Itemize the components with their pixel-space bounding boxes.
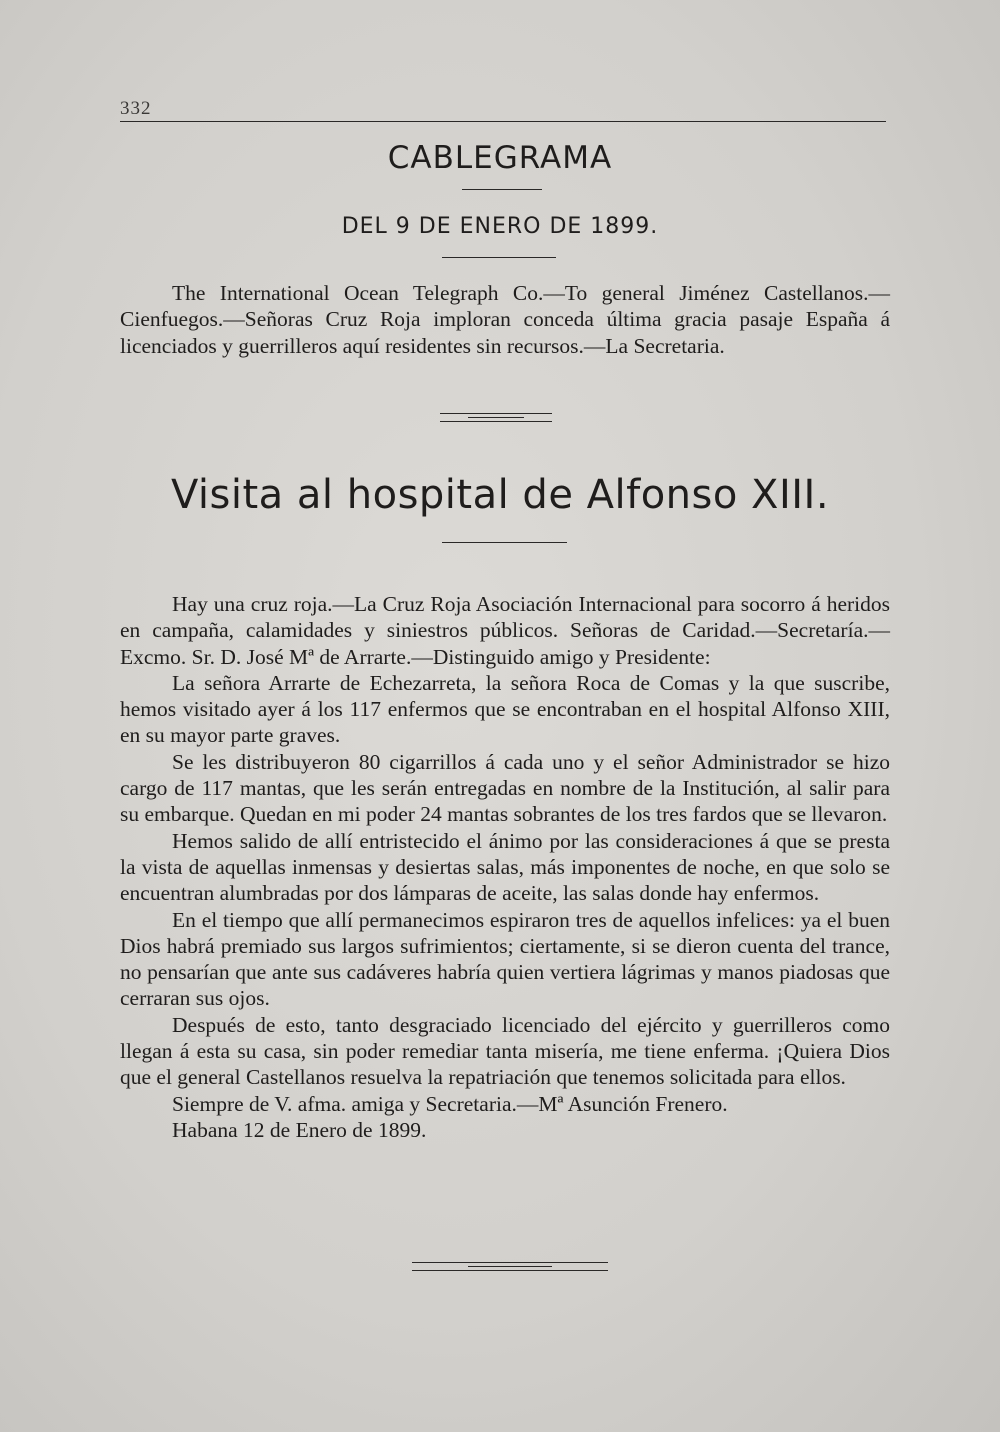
cablegram-date: DEL 9 DE ENERO DE 1899. bbox=[341, 214, 659, 239]
paragraph-deaths: En el tiempo que allí permanecimos espiraron tres de aquellos infelices: ya el buen Dios habrá premiado sus largos sufrimientos; ciertamente, si se dieron cuenta del trance, no pensarían que ante sus cadáveres habría quien vertiera lágrimas y manos piadosas que cerraran sus ojos. bbox=[120, 907, 890, 1011]
article-body bbox=[120, 591, 890, 1143]
page-number: 332 bbox=[120, 98, 152, 119]
paragraph-repatriation: Después de esto, tanto desgraciado licenciado del ejército y guerrilleros como llegan á esta su casa, sin poder remediar tanta misería, me tiene enferma. ¡Quiera Dios que el general Castellanos resuelva la repatriación que tenemos solicitada para ellos. bbox=[120, 1012, 890, 1090]
ornamental-divider bbox=[440, 413, 552, 423]
cablegram-text: The International Ocean Telegraph Co.—To general Jiménez Castellanos.—Cienfuegos.—Señoras Cruz Roja imploran conceda última gracia pasaje España á licenciados y guerrilleros aquí residentes sin recursos.—La Secretaria. bbox=[120, 281, 890, 358]
paragraph-visit: La señora Arrarte de Echezarreta, la señora Roca de Comas y la que suscribe, hemos visitado ayer á los 117 enfermos que se encontraban en el hospital Alfonso XIII, en su mayor parte graves. bbox=[120, 670, 890, 748]
paragraph-distribution: Se les distribuyeron 80 cigarrillos á cada uno y el señor Administrador se hizo cargo de 117 mantas, que les serán entregadas en nombre de la Institución, al salir para su embarque. Quedan en mi poder 24 mantas sobrantes de los tres fardos que se llevaron. bbox=[120, 749, 890, 827]
cablegram-title: CABLEGRAMA bbox=[387, 140, 613, 176]
title-divider bbox=[462, 189, 542, 190]
header-rule bbox=[120, 121, 886, 122]
dateline: Habana 12 de Enero de 1899. bbox=[172, 1117, 427, 1142]
article-title: Visita al hospital de Alfonso XIII. bbox=[170, 472, 830, 518]
cablegram-body bbox=[120, 280, 890, 359]
paragraph-halls: Hemos salido de allí entristecido el ánimo por las consideraciones á que se presta la vista de aquellas inmensas y desiertas salas, más imponentes de noche, en que solo se encuentran alumbradas por dos lámparas de aceite, las salas donde hay enfermos. bbox=[120, 828, 890, 906]
paragraph-intro: Hay una cruz roja.—La Cruz Roja Asociación Internacional para socorro á heridos en campaña, calamidades y siniestros públicos. Señoras de Caridad.—Secretaría.—Excmo. Sr. D. José Mª de Arrarte.—Distinguido amigo y Presidente: bbox=[120, 592, 890, 669]
article-title-divider bbox=[442, 542, 567, 543]
signature-line: Siempre de V. afma. amiga y Secretaria.—Mª Asunción Frenero. bbox=[172, 1091, 728, 1116]
closing-ornament bbox=[412, 1262, 608, 1272]
date-divider bbox=[442, 257, 556, 258]
